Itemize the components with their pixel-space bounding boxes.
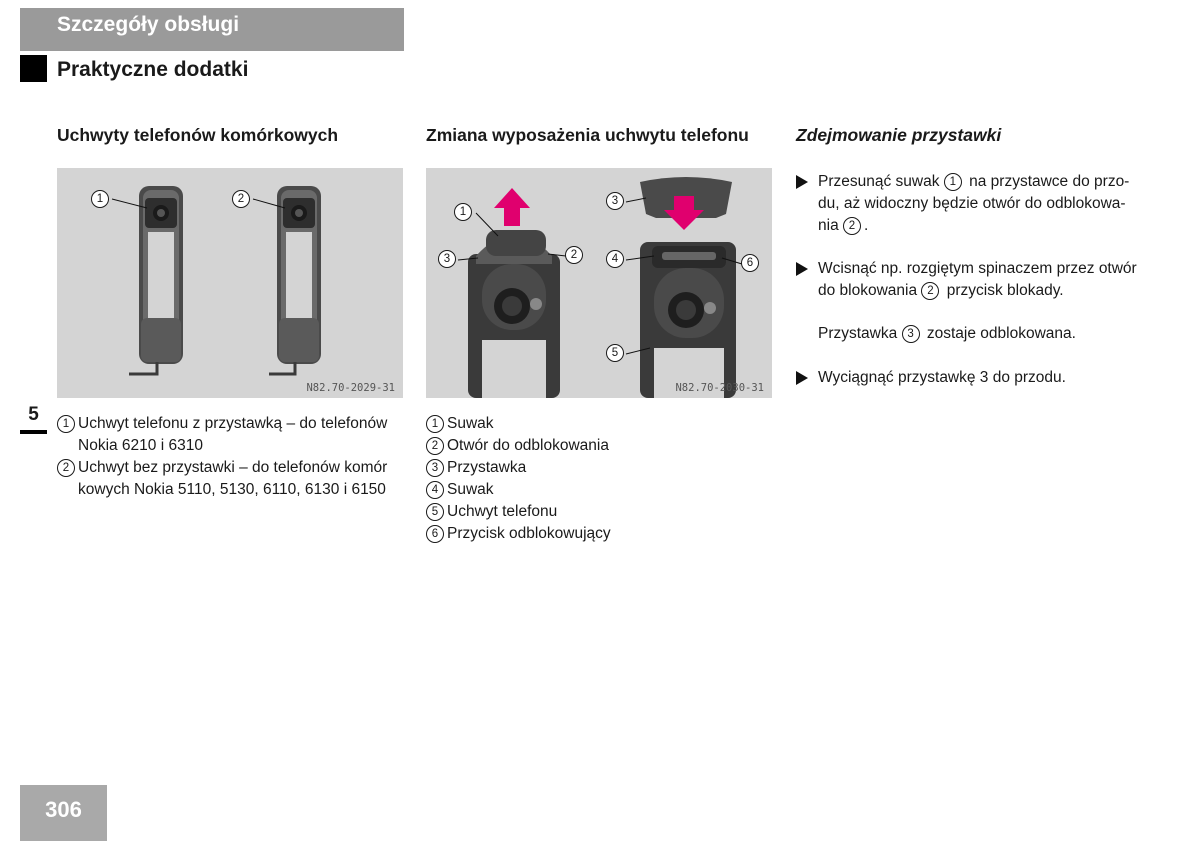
- legend-item: [57, 457, 407, 501]
- legend-text: Otwór do odblokowania: [447, 437, 609, 454]
- step-text: na przystawce do przo-du, aż widoczny będzie otwór do odblokowa-nia: [818, 173, 1130, 234]
- callout-2: 2: [565, 246, 583, 264]
- legend-text: Uchwyt telefonu: [447, 503, 558, 520]
- legend-number: 5: [426, 503, 444, 521]
- ref-number: 2: [921, 282, 939, 300]
- phone-holders-figure: [57, 168, 403, 398]
- adapter-change-figure: [426, 168, 772, 398]
- figure-reference: N82.70-2030-31: [675, 382, 764, 394]
- legend-item: [426, 413, 776, 435]
- legend-number: 1: [57, 415, 75, 433]
- col2-heading: Zmiana wyposażenia uchwytu telefonu: [426, 125, 749, 145]
- callout-3: 3: [606, 192, 624, 210]
- step-text: Wyciągnąć przystawkę 3 do przodu.: [818, 369, 1066, 386]
- page-number: 306: [45, 797, 82, 822]
- note-text: zostaje odblokowana.: [926, 325, 1076, 342]
- legend-number: 4: [426, 481, 444, 499]
- figure-reference: N82.70-2029-31: [306, 382, 395, 394]
- step-text: przycisk blokady.: [946, 282, 1064, 299]
- legend-item: [57, 413, 407, 457]
- section-marker: [20, 55, 47, 82]
- legend-number: 2: [426, 437, 444, 455]
- chapter-tab-underline: [20, 430, 47, 434]
- col1-heading: Uchwyty telefonów komórkowych: [57, 125, 339, 145]
- chapter-tab-number: 5: [28, 404, 39, 425]
- step-text: Przesunąć suwak: [818, 173, 940, 190]
- step-arrow-icon: [796, 175, 808, 189]
- instruction-step-1: [796, 171, 1146, 237]
- holder-with-adapter: [129, 186, 183, 374]
- legend-item: [426, 457, 776, 479]
- col1-legend: [57, 413, 407, 501]
- legend-item: [426, 479, 776, 501]
- callout-5: 5: [606, 344, 624, 362]
- legend-text: Suwak: [447, 415, 494, 432]
- left-holder: [468, 230, 560, 398]
- legend-text: Uchwyt telefonu z przystawką – do telefonów Nokia 6210 i 6310: [78, 415, 388, 454]
- legend-number: 2: [57, 459, 75, 477]
- col3-heading: Zdejmowanie przystawki: [796, 125, 1002, 145]
- step-arrow-icon: [796, 371, 808, 385]
- legend-item: [426, 501, 776, 523]
- callout-3: 3: [438, 250, 456, 268]
- callout-1: 1: [91, 190, 109, 208]
- callout-6: 6: [741, 254, 759, 272]
- chapter-title: Szczegóły obsługi: [57, 13, 240, 36]
- legend-text: Przystawka: [447, 459, 527, 476]
- callout-2: 2: [232, 190, 250, 208]
- instruction-note: [796, 323, 1146, 345]
- ref-number: 2: [843, 217, 861, 235]
- callout-1: 1: [454, 203, 472, 221]
- legend-item: [426, 523, 776, 545]
- legend-number: 3: [426, 459, 444, 477]
- col2-legend: [426, 413, 776, 545]
- instruction-step-2: [796, 258, 1146, 302]
- holder-without-adapter: [269, 186, 321, 374]
- legend-text: Przycisk odblokowujący: [447, 525, 611, 542]
- note-text: Przystawka: [818, 325, 898, 342]
- legend-item: [426, 435, 776, 457]
- step-arrow-icon: [796, 262, 808, 276]
- legend-number: 1: [426, 415, 444, 433]
- legend-text: Suwak: [447, 481, 494, 498]
- ref-number: 1: [944, 173, 962, 191]
- legend-text: Uchwyt bez przystawki – do telefonów komór kowych Nokia 5110, 5130, 6110, 6130 i 6150: [78, 459, 388, 498]
- step-text: Wcisnąć np. rozgiętym spinaczem przez otwór do blokowania: [818, 260, 1137, 299]
- instruction-step-3: [796, 367, 1146, 389]
- step-text: .: [864, 217, 869, 234]
- ref-number: 3: [902, 325, 920, 343]
- section-title: Praktyczne dodatki: [57, 58, 249, 81]
- callout-4: 4: [606, 250, 624, 268]
- legend-number: 6: [426, 525, 444, 543]
